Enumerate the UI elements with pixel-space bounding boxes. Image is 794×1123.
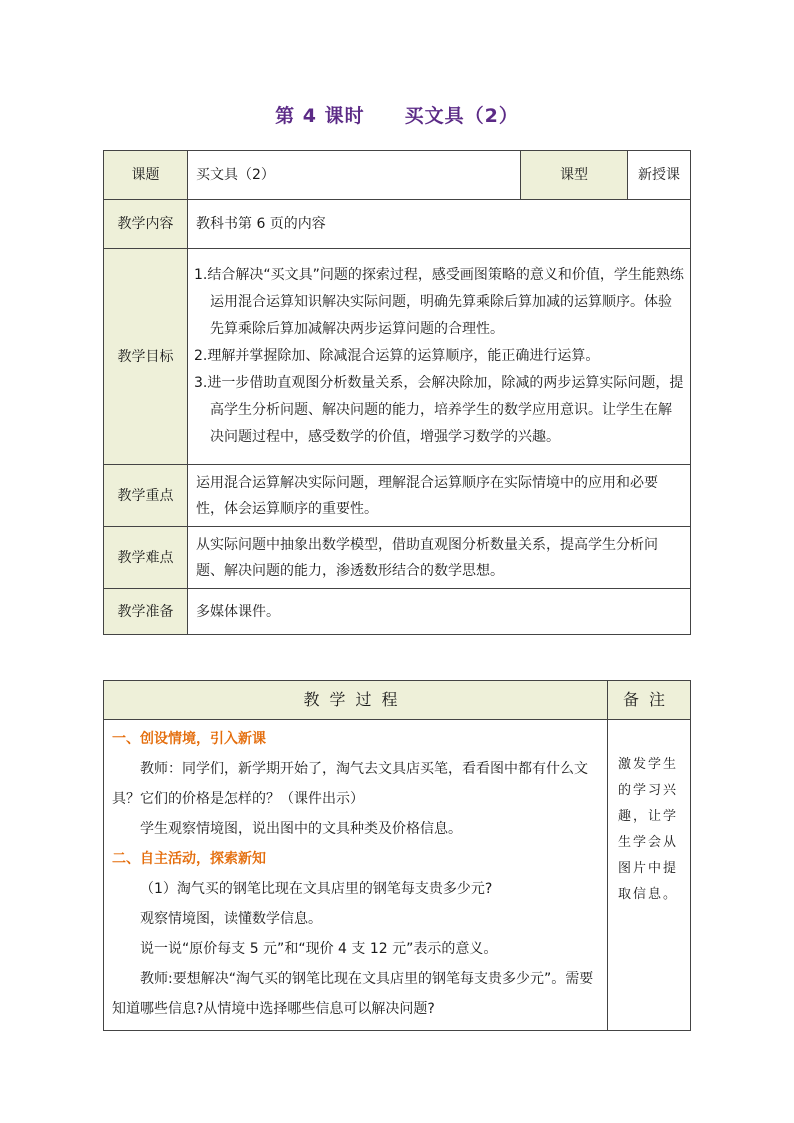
topic-value: 买文具（2） [188, 151, 521, 200]
goal-item: 2.理解并掌握除加、除减混合运算的运算顺序，能正确进行运算。 [194, 348, 600, 364]
paragraph: （1）淘气买的钢笔比现在文具店里的钢笔每支贵多少元? [140, 881, 493, 897]
paragraph: 教师:要想解决“淘气买的钢笔比现在文具店里的钢笔每支贵多少元”。需要知道哪些信息?从情境中选择哪些信息可以解决问题? [112, 971, 594, 1017]
type-value: 新授课 [628, 151, 691, 200]
lesson-name: 买文具（2） [404, 105, 519, 127]
goal-item: 3.进一步借助直观图分析数量关系，会解决除加，除减的两步运算实际问题，提高学生分析问题、解决问题的能力，培养学生的数学应用意识。让学生在解决问题过程中，感受数学的价值，增强学习数学的兴趣。 [194, 375, 684, 445]
paragraph: 教师：同学们，新学期开始了，淘气去文具店买笔，看看图中都有什么文具？它们的价格是怎样的？（课件出示） [112, 761, 588, 807]
difficult-label: 教学难点 [104, 527, 188, 589]
goals-list [188, 249, 691, 465]
content-label: 教学内容 [104, 200, 188, 249]
difficult-value: 从实际问题中抽象出数学模型，借助直观图分析数量关系，提高学生分析问题、解决问题的能力，渗透数形结合的数学思想。 [188, 527, 691, 589]
topic-label: 课题 [104, 151, 188, 200]
key-label: 教学重点 [104, 465, 188, 527]
page-title [0, 101, 794, 128]
lesson-number: 第 4 课时 [275, 105, 365, 127]
content-value: 教科书第 6 页的内容 [188, 200, 691, 249]
process-header: 教学过程 [104, 681, 608, 720]
process-table [103, 680, 691, 1031]
note-content: 激发学生的学习兴趣，让学生学会从图片中提取信息。 [608, 720, 691, 1031]
process-content [104, 720, 608, 1031]
prep-value: 多媒体课件。 [188, 589, 691, 635]
type-label: 课型 [521, 151, 628, 200]
note-header: 备注 [608, 681, 691, 720]
paragraph: 学生观察情境图，说出图中的文具种类及价格信息。 [140, 821, 462, 837]
section-heading: 一、创设情境，引入新课 [112, 731, 266, 747]
paragraph: 观察情境图，读懂数学信息。 [140, 911, 322, 927]
section-heading: 二、自主活动，探索新知 [112, 851, 266, 867]
goal-item: 1.结合解决“买文具”问题的探索过程，感受画图策略的意义和价值，学生能熟练运用混合运算知识解决实际问题，明确先算乘除后算加减的运算顺序。体验先算乘除后算加减解决两步运算问题的合理性。 [194, 267, 684, 337]
lesson-info-table [103, 150, 691, 635]
goals-label: 教学目标 [104, 249, 188, 465]
paragraph: 说一说“原价每支 5 元”和“现价 4 支 12 元”表示的意义。 [140, 941, 498, 957]
key-value: 运用混合运算解决实际问题，理解混合运算顺序在实际情境中的应用和必要性，体会运算顺序的重要性。 [188, 465, 691, 527]
prep-label: 教学准备 [104, 589, 188, 635]
